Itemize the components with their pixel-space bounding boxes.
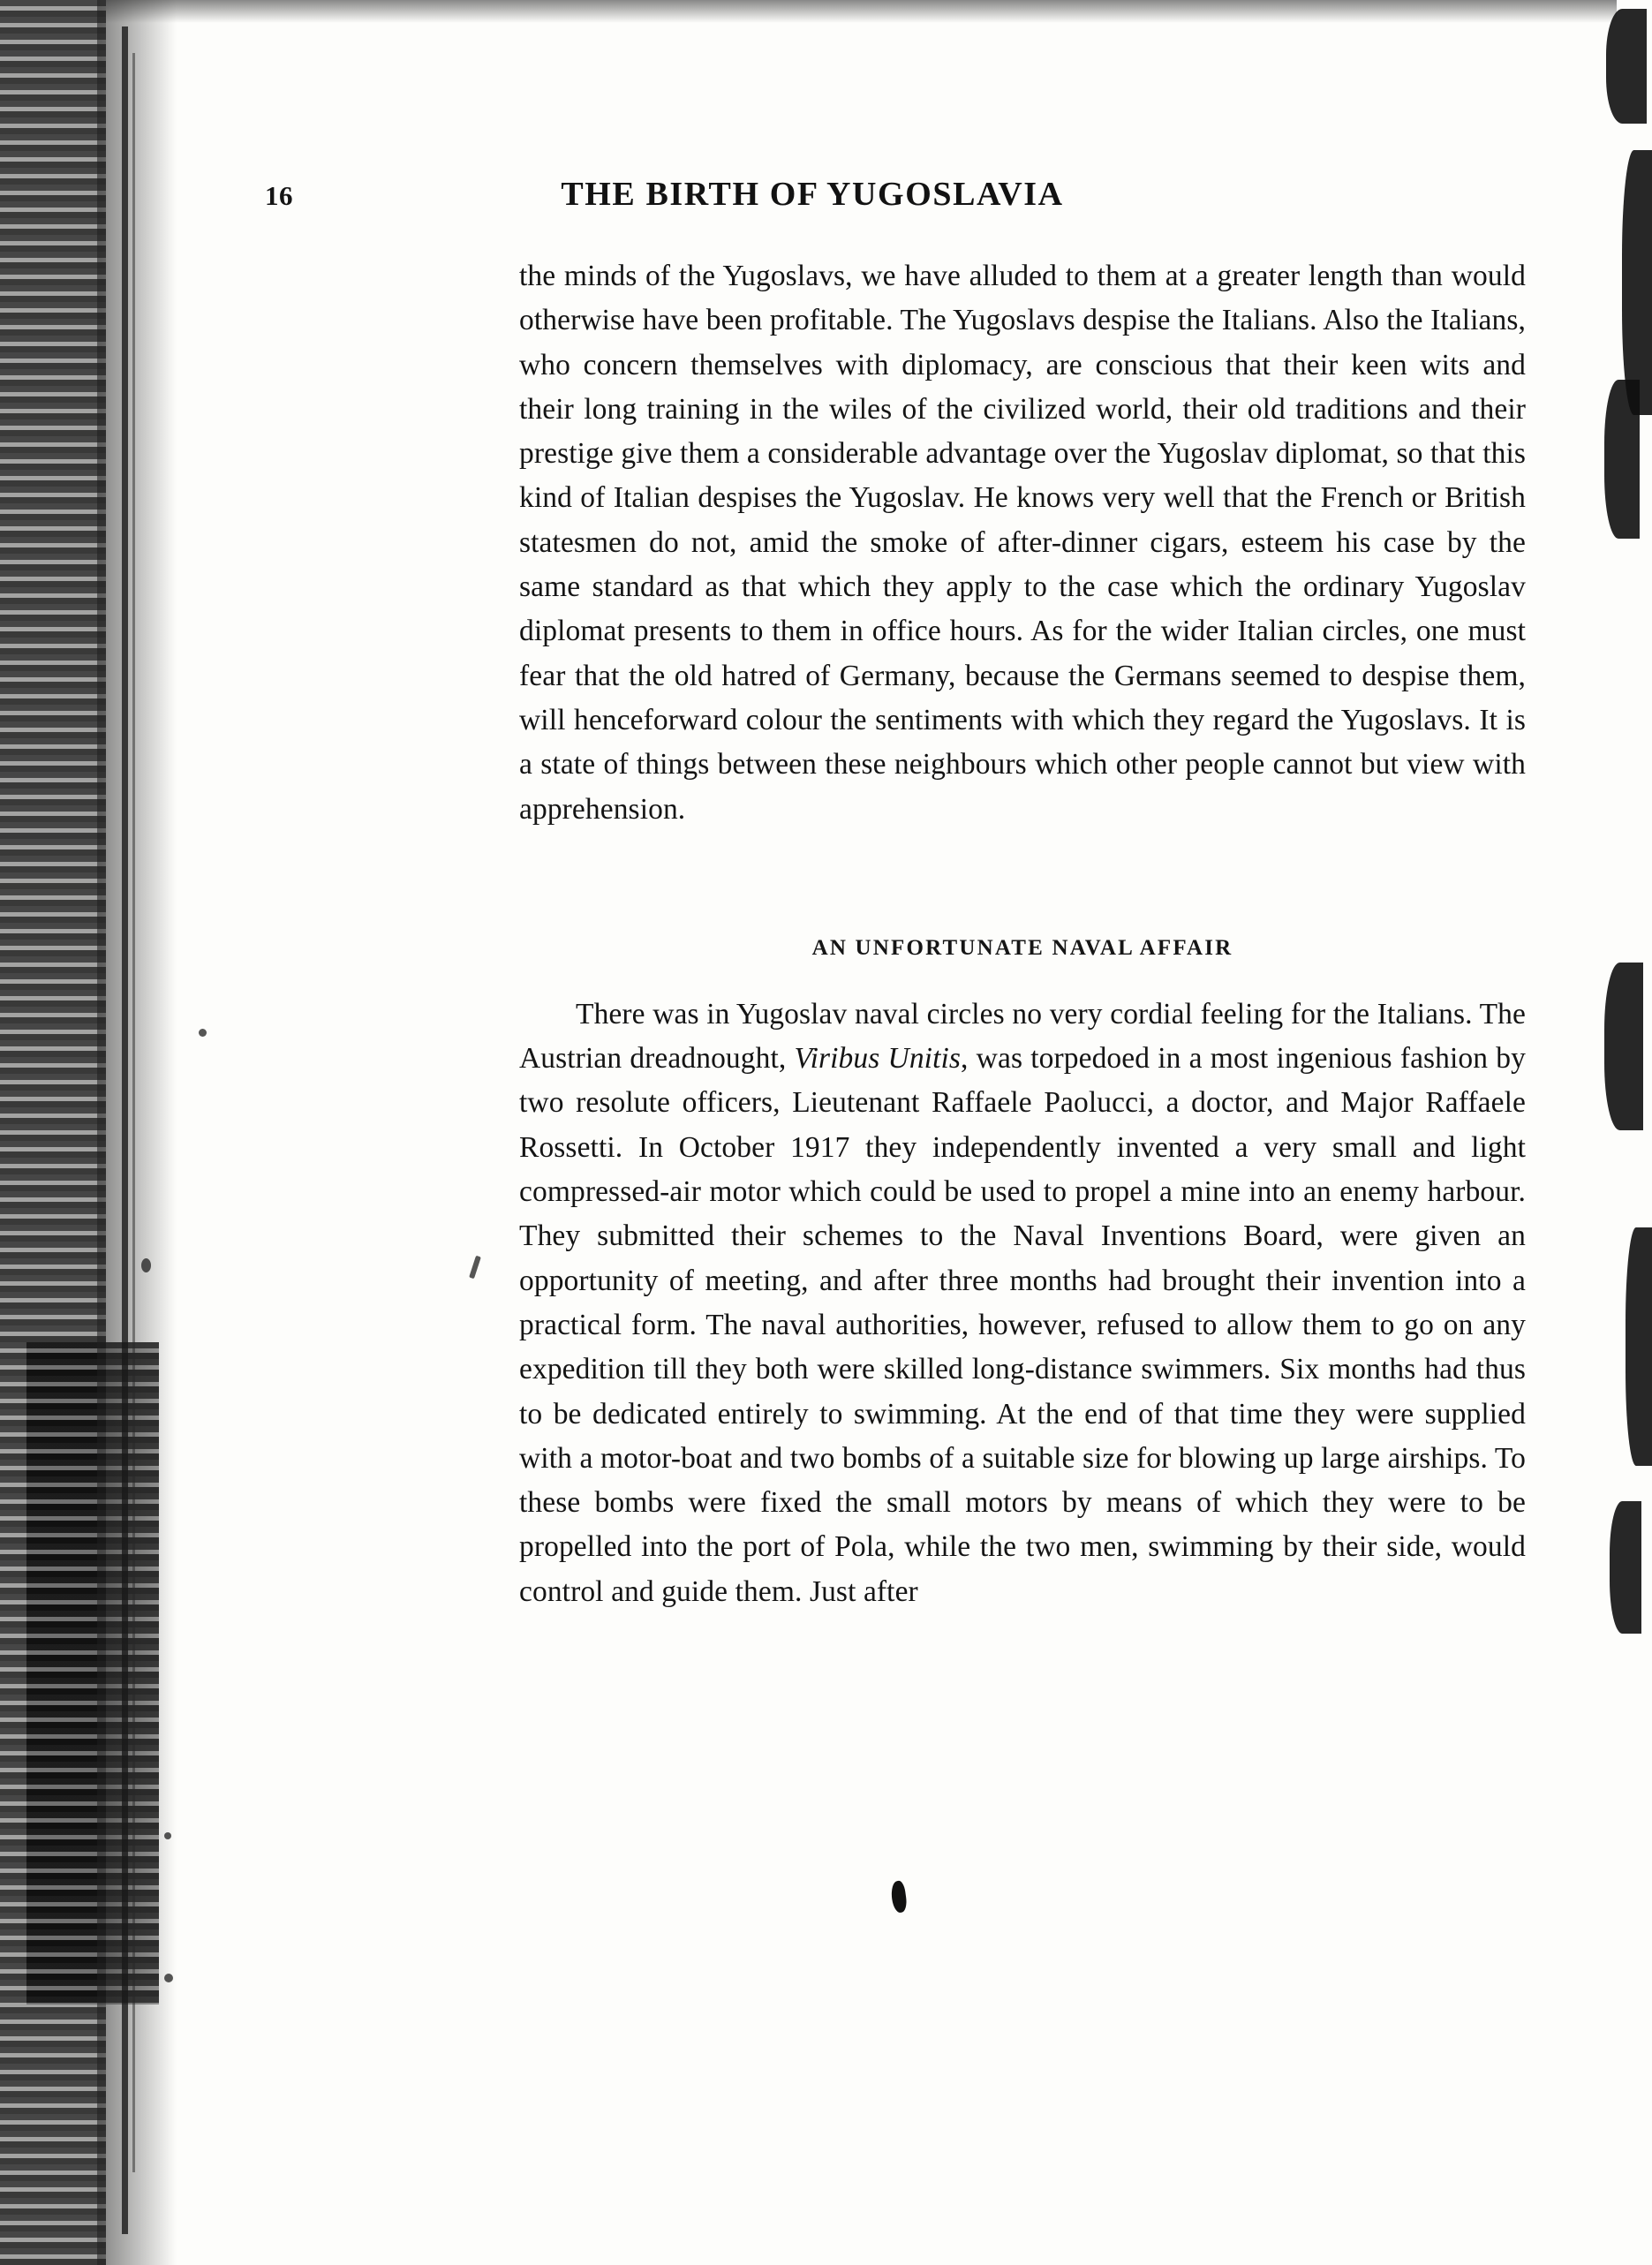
page-number: 16 [265, 180, 293, 211]
paragraph-part-1: There was in Yugoslav naval circles no very cordial feeling for the Italians. The Austrian dreadnought, [519, 997, 1526, 1076]
paragraph-part-2: , was torpedoed in a most ingenious fashion by two resolute officers, Lieutenant Raffaele Paolucci, a doctor, and Major Raffaele Rossetti. In October 1917 they independently invented a very small and light compressed-air motor which could be used to propel a mine into an enemy harbour. They submitted their schemes to the Naval Inventions Board, were given an opportunity of meeting, and after three months had brought their invention into a practical form. The naval authorities, however, refused to allow them to go on any expedition till they both were skilled long-distance swimmers. Six months had thus to be dedicated entirely to swimming. At the end of that time they were supplied with a motor-boat and two bombs of a suitable size for blowing up large airships. To these bombs were fixed the small motors by means of which they were to be propelled into the port of Pola, while the two men, swimming by their side, would control and guide them. Just after [519, 1042, 1526, 1608]
ship-name-italic: Viribus Unitis [794, 1042, 962, 1076]
paragraph-continued: the minds of the Yugoslavs, we have alluded to them at a greater length than would otherwise have been profitable. The Yugoslavs despise the Italians. Also the Italians, who concern themselves with diplomacy, are conscious that their keen wits and their long training in the wiles of the civilized world, their old traditions and their prestige give them a considerable advantage over the Yugoslav diplomat, so that this kind of Italian despises the Yugoslav. He knows very well that the French or British statesmen do not, amid the smoke of after-dinner cigars, esteem his case by the same standard as that which they apply to the case which the ordinary Yugoslav diplomat presents to them in office hours. As for the wider Italian circles, one must fear that the old hatred of Germany, because the Germans seemed to despise them, will henceforward colour the sentiments with which they regard the Yugoslavs. It is a state of things between these neighbours which other people cannot but view with apprehension. [519, 260, 1526, 826]
text-column [519, 254, 1526, 1614]
section-heading: AN UNFORTUNATE NAVAL AFFAIR [811, 935, 1233, 960]
page-header [265, 175, 1351, 214]
paragraph-naval-affair [519, 993, 1526, 1614]
running-head-title: THE BIRTH OF YUGOSLAVIA [561, 176, 1064, 213]
